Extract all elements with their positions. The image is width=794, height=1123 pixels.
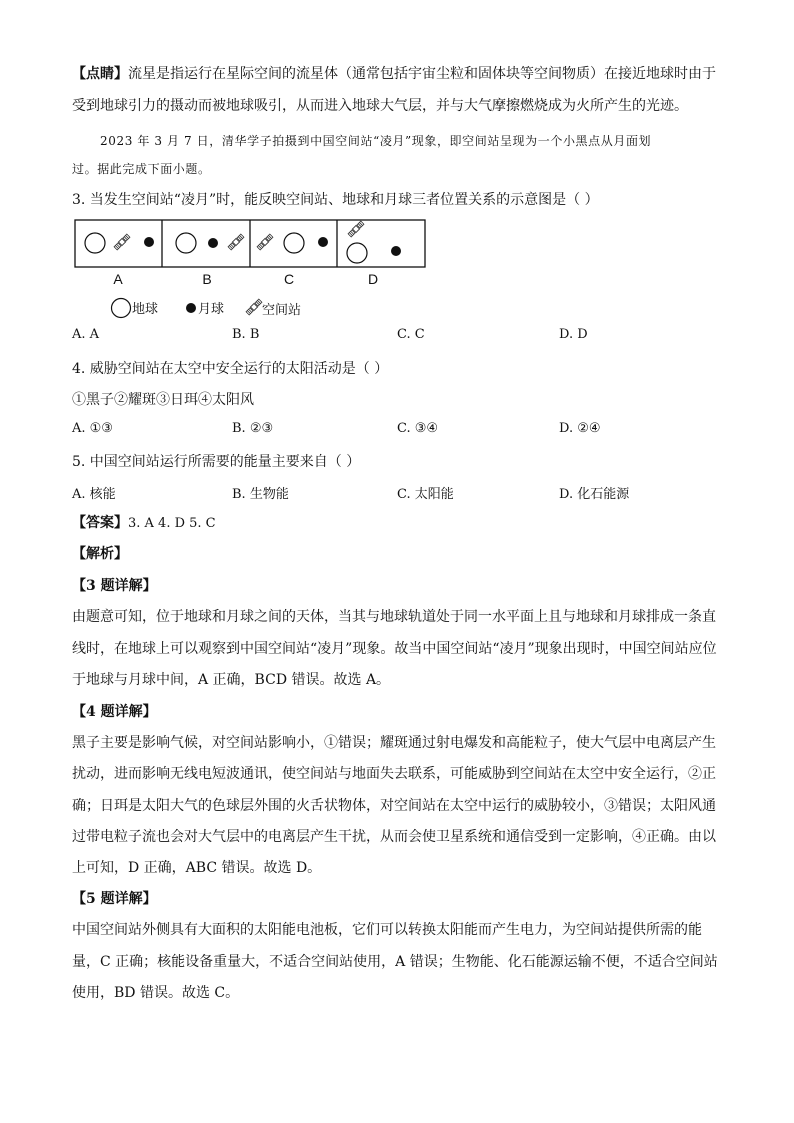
detail4-line-4: 过带电粒子流也会对大气层中的电离层产生干扰，从而会使卫星系统和通信受到一定影响，④正确。由以 <box>72 829 716 845</box>
detail3-line-2: 线时，在地球上可以观察到中国空间站“凌月”现象。故当中国空间站“凌月”现象出现时，中国空间站应位 <box>72 641 717 657</box>
detail5-label: 【5 题详解】 <box>72 891 157 907</box>
panel-b-earth <box>176 233 196 253</box>
panel-c-moon <box>318 237 328 247</box>
legend-station-icon <box>246 299 262 315</box>
legend-earth-symbol <box>112 299 131 318</box>
q3-option-d[interactable]: D. D <box>559 327 588 342</box>
panel-c-earth <box>284 233 304 253</box>
panel-a-station-icon <box>114 234 130 250</box>
q3-option-b[interactable]: B. B <box>232 327 260 342</box>
q4-options <box>72 421 732 441</box>
panel-c-station-icon <box>257 234 273 250</box>
panel-b-moon <box>208 238 218 248</box>
legend-earth-label: 地球 <box>132 302 159 317</box>
panel-label-c: C <box>283 271 295 287</box>
detail5-line-2: 量，C 正确；核能设备重量大，不适合空间站使用，A 错误；生物能、化石能源运输不便，不适合空间站 <box>72 954 718 970</box>
q4-option-c[interactable]: C. ③④ <box>397 421 439 436</box>
panel-d-moon <box>391 246 401 256</box>
panel-label-a: A <box>113 271 123 287</box>
q4-option-d[interactable]: D. ②④ <box>559 421 601 436</box>
q5-option-d[interactable]: D. 化石能源 <box>559 487 630 502</box>
passage-line-2: 过。据此完成下面小题。 <box>72 162 211 176</box>
detail3-line-1: 由题意可知，位于地球和月球之间的天体，当其与地球轨道处于同一水平面上且与地球和月球排成一条直 <box>72 609 716 625</box>
legend-moon-symbol <box>186 303 196 313</box>
intro-paragraph <box>72 64 716 84</box>
panel-a-moon <box>144 237 154 247</box>
q4-option-b[interactable]: B. ②③ <box>232 421 274 436</box>
q5-option-c[interactable]: C. 太阳能 <box>397 487 454 502</box>
q3-option-a[interactable]: A. A <box>72 327 100 342</box>
q4-stem: 4. 威胁空间站在太空中安全运行的太阳活动是（ ） <box>72 361 389 377</box>
passage-line-1: 2023 年 3 月 7 日，清华学子拍摄到中国空间站“凌月”现象，即空间站呈现为一个小黑点从月面划 <box>100 134 652 148</box>
q3-options <box>72 327 732 347</box>
answer-line <box>72 513 216 534</box>
detail5-line-1: 中国空间站外侧具有大面积的太阳能电池板，它们可以转换太阳能而产生电力，为空间站提供所需的能 <box>72 922 702 938</box>
detail4-line-1: 黑子主要是影响气候，对空间站影响小，①错误；耀斑通过射电爆发和高能粒子，使大气层中电离层产生 <box>72 735 716 751</box>
detail4-line-3: 确；日珥是太阳大气的色球层外围的火舌状物体，对空间站在太空中运行的威胁较小，③错误；太阳风通 <box>72 798 716 814</box>
legend-station-label: 空间站 <box>262 303 302 318</box>
q5-option-a[interactable]: A. 核能 <box>72 487 116 502</box>
q3-stem: 3. 当发生空间站“凌月”时，能反映空间站、地球和月球三者位置关系的示意图是（ ） <box>72 192 599 208</box>
q5-stem: 5. 中国空间站运行所需要的能量主要来自（ ） <box>72 454 361 470</box>
detail4-line-5: 上可知，D 正确，ABC 错误。故选 D。 <box>72 860 322 876</box>
q4-items: ①黑子②耀斑③日珥④太阳风 <box>72 392 254 408</box>
panel-a-earth <box>85 233 105 253</box>
analysis-label: 【解析】 <box>72 546 128 562</box>
legend-moon-label: 月球 <box>198 302 225 317</box>
panel-b-station-icon <box>228 234 244 250</box>
detail3-line-3: 于地球与月球中间，A 正确，BCD 错误。故选 A。 <box>72 672 391 688</box>
intro-line-2: 受到地球引力的摄动而被地球吸引，从而进入地球大气层，并与大气摩擦燃烧成为火所产生的光迹。 <box>72 98 688 114</box>
q5-option-b[interactable]: B. 生物能 <box>232 487 289 502</box>
detail5-line-3: 使用，BD 错误。故选 C。 <box>72 985 240 1001</box>
q5-options <box>72 483 732 503</box>
answer-text: 3. A 4. D 5. C <box>128 516 216 531</box>
q3-diagram <box>74 218 434 324</box>
q4-option-a[interactable]: A. ①③ <box>72 421 113 436</box>
intro-label: 【点睛】 <box>72 66 128 82</box>
panel-label-b: B <box>202 271 212 287</box>
panel-d-station-icon <box>348 221 364 237</box>
q3-option-c[interactable]: C. C <box>397 327 425 342</box>
detail4-label: 【4 题详解】 <box>72 704 157 720</box>
detail3-label: 【3 题详解】 <box>72 578 157 594</box>
panel-label-d: D <box>367 271 379 287</box>
intro-line-1: 流星是指运行在星际空间的流星体（通常包括宇宙尘粒和固体块等空间物质）在接近地球时由于 <box>128 66 716 82</box>
panel-d-earth <box>347 243 367 263</box>
answer-label: 【答案】 <box>72 515 128 531</box>
detail4-line-2: 扰动，进而影响无线电短波通讯，使空间站与地面失去联系，可能威胁到空间站在太空中安全运行，②正 <box>72 766 716 782</box>
